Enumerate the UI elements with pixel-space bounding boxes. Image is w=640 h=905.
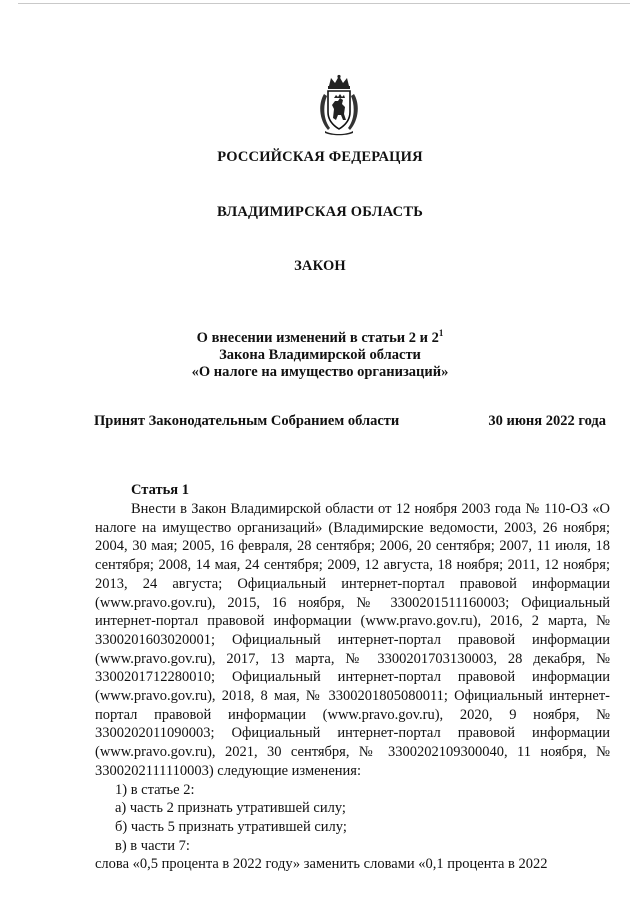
page-edge-line (18, 3, 630, 4)
document-type-heading: ЗАКОН (294, 258, 346, 274)
country-heading: РОССИЙСКАЯ ФЕДЕРАЦИЯ (217, 149, 423, 165)
amendment-item: б) часть 5 признать утратившей силу; (115, 818, 347, 835)
law-title-line-1-text: О внесении изменений в статьи 2 и 2 (196, 330, 439, 346)
law-title-line-2: Закона Владимирской области (219, 347, 421, 363)
law-title (0, 330, 640, 381)
article-heading: Статья 1 (131, 482, 189, 498)
amendment-item: в) в части 7: (115, 837, 190, 854)
law-title-line-3: «О налоге на имущество организаций» (191, 364, 449, 380)
amendment-item: 1) в статье 2: (115, 781, 195, 798)
amendment-item: а) часть 2 признать утратившей силу; (115, 800, 346, 817)
adopting-body: Принят Законодательным Собранием области (94, 413, 400, 429)
article-body (95, 500, 610, 874)
coat-of-arms-icon (316, 74, 362, 136)
amendment-text-line: слова «0,5 процента в 2022 году» заменить словами «0,1 процента в 2022 (95, 856, 548, 873)
article-paragraph: Внести в Закон Владимирской области от 12 ноября 2003 года № 110-ОЗ «О налоге на имущество организаций» (Владимирские ведомости, 2003, 26 ноября; 2004, 30 мая; 2005, 16 февраля, 28 сентября; 2006, 20 сентября; 2007, 11 июля, 18 сентября; 2008, 14 мая, 24 сентября; 2009, 12 августа, 18 ноября; 2011, 12 ноября; 2013, 24 августа; Официальный интернет-портал правовой информации (www.pravo.gov.ru), 2015, 16 ноября, № 3300201511160003; Официальный интернет-портал правовой информации (www.pravo.gov.ru), 2016, 2 марта, № 3300201603020001; Официальный интернет-портал правовой информации (www.pravo.gov.ru), 2017, 13 марта, № 3300201703130003, 28 декабря, № 3300201712280010; Официальный интернет-портал правовой информации (www.pravo.gov.ru), 2018, 8 мая, № 3300201805080011; Официальный интернет-портал правовой информации (www.pravo.gov.ru), 2020, 9 ноября, № 3300202011090003; Официальный интернет-портал правовой информации (www.pravo.gov.ru), 2021, 30 сентября, № 3300202109300040, 11 ноября, № 3300202111110003) следующие изменения: (95, 501, 610, 779)
adoption-date: 30 июня 2022 года (488, 413, 606, 429)
law-title-line-1 (0, 330, 640, 347)
region-heading: ВЛАДИМИРСКАЯ ОБЛАСТЬ (217, 204, 423, 220)
adoption-line (94, 413, 606, 430)
law-title-superscript: 1 (438, 328, 444, 338)
